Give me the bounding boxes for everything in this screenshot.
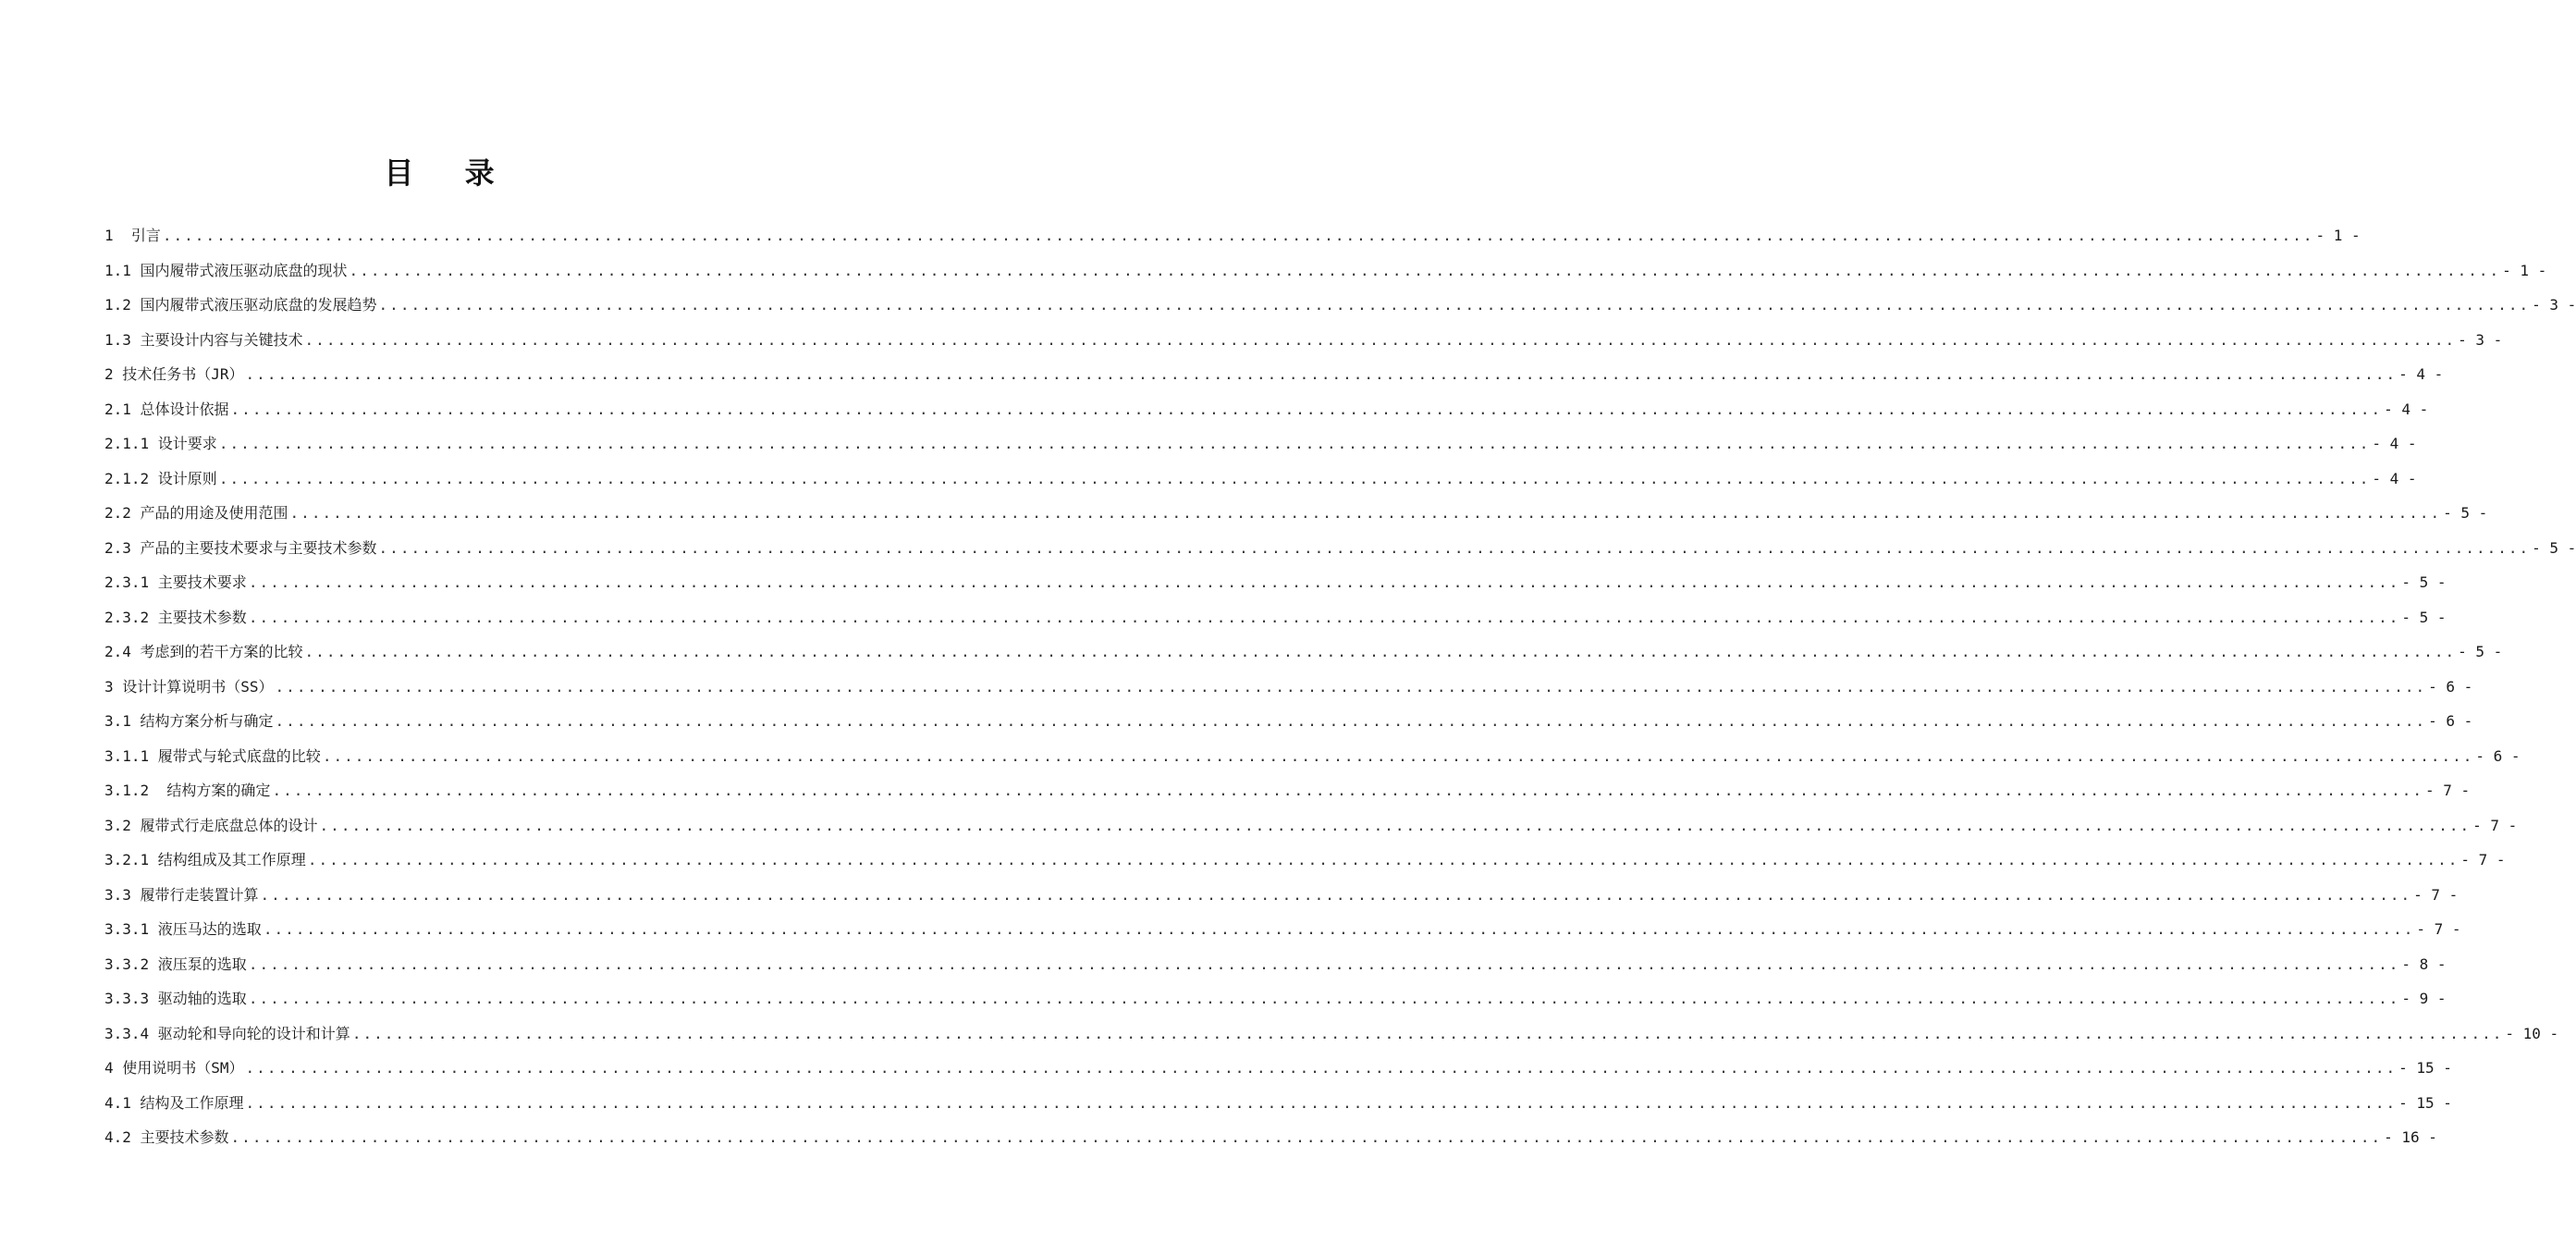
toc-dot-leader: ........................................................................................................................................................................................................: [263, 920, 2415, 938]
toc-dot-leader: ........................................................................................................................................................................................................: [275, 712, 2427, 730]
toc-entry[interactable]: [104, 326, 2503, 362]
toc-entry-page-number: - 5 -: [2401, 573, 2447, 591]
toc-entry-label: 1.3 主要设计内容与关键技术: [104, 330, 303, 349]
toc-entry-label: 1.2 国内履带式液压驱动底盘的发展趋势: [104, 296, 377, 314]
toc-entry-page-number: - 16 -: [2384, 1128, 2437, 1146]
toc-entry-label: 2.1.1 设计要求: [104, 435, 217, 452]
toc-entry[interactable]: [104, 604, 2447, 639]
toc-entry-page-number: - 4 -: [2372, 435, 2417, 452]
toc-entry[interactable]: [104, 985, 2447, 1020]
toc-dot-leader: ........................................................................................................................................................................................................: [349, 261, 2501, 279]
toc-dot-leader: ........................................................................................................................................................................................................: [260, 885, 2412, 904]
toc-dot-leader: ........................................................................................................................................................................................................: [218, 469, 2371, 487]
page-title: 目 录: [384, 155, 515, 191]
toc-entry-label: 3 设计计算说明书（SS）: [104, 677, 274, 696]
toc-entry-page-number: - 5 -: [2458, 643, 2503, 660]
toc-entry[interactable]: [104, 743, 2521, 778]
toc-entry-label: 4.1 结构及工作原理: [104, 1093, 244, 1112]
toc-dot-leader: ........................................................................................................................................................................................................: [289, 504, 2442, 522]
toc-entry[interactable]: [104, 951, 2447, 986]
toc-entry-page-number: - 7 -: [2413, 885, 2459, 904]
toc-entry[interactable]: [104, 1020, 2559, 1055]
toc-entry-label: 2.1.2 设计原则: [104, 469, 217, 487]
toc-dot-leader: ........................................................................................................................................................................................................: [248, 573, 2400, 591]
toc-entry[interactable]: [104, 465, 2417, 500]
toc-dot-leader: ........................................................................................................................................................................................................: [245, 1059, 2398, 1077]
toc-dot-leader: ........................................................................................................................................................................................................: [248, 608, 2400, 626]
toc-entry-page-number: - 15 -: [2398, 1093, 2452, 1112]
toc-entry-page-number: - 7 -: [2460, 851, 2506, 868]
toc-dot-leader: ........................................................................................................................................................................................................: [322, 746, 2474, 765]
toc-entry-label: 2.3.1 主要技术要求: [104, 573, 247, 591]
toc-entry-page-number: - 6 -: [2428, 712, 2473, 730]
toc-entry-label: 1 引言: [104, 227, 161, 244]
toc-entry-page-number: - 5 -: [2532, 538, 2576, 557]
toc-entry-page-number: - 4 -: [2372, 469, 2417, 487]
toc-dot-leader: ........................................................................................................................................................................................................: [272, 782, 2423, 799]
toc-entry-page-number: - 4 -: [2384, 400, 2429, 418]
toc-entry[interactable]: [104, 222, 2361, 257]
toc-entry[interactable]: [104, 881, 2459, 917]
toc-entry-label: 2.1 总体设计依据: [104, 400, 229, 418]
toc-dot-leader: ........................................................................................................................................................................................................: [248, 955, 2400, 973]
toc-entry-label: 3.3.2 液压泵的选取: [104, 955, 247, 973]
toc-entry-label: 2.4 考虑到的若干方案的比较: [104, 643, 303, 660]
toc-entry-page-number: - 1 -: [2502, 261, 2547, 279]
toc-dot-leader: ........................................................................................................................................................................................................: [245, 365, 2398, 383]
toc-dot-leader: ........................................................................................................................................................................................................: [319, 816, 2472, 834]
toc-entry-label: 2.2 产品的用途及使用范围: [104, 504, 288, 522]
toc-entry-label: 2.3.2 主要技术参数: [104, 608, 247, 626]
toc-entry-label: 3.1.1 履带式与轮式底盘的比较: [104, 746, 321, 765]
toc-entry-page-number: - 6 -: [2428, 677, 2473, 696]
toc-dot-leader: ........................................................................................................................................................................................................: [230, 400, 2383, 418]
toc-dot-leader: ........................................................................................................................................................................................................: [378, 296, 2531, 314]
toc-entry[interactable]: [104, 777, 2471, 812]
toc-entry-page-number: - 15 -: [2398, 1059, 2452, 1077]
toc-entry[interactable]: [104, 812, 2518, 847]
toc-entry[interactable]: [104, 1124, 2437, 1159]
toc-entry[interactable]: [104, 708, 2473, 743]
toc-entry[interactable]: [104, 535, 2576, 570]
toc-entry-page-number: - 10 -: [2505, 1024, 2559, 1042]
toc-entry-label: 3.2.1 结构组成及其工作原理: [104, 851, 306, 868]
toc-entry-page-number: - 4 -: [2398, 365, 2444, 383]
toc-dot-leader: ........................................................................................................................................................................................................: [304, 643, 2457, 660]
toc-entry-label: 4.2 主要技术参数: [104, 1128, 229, 1146]
toc-entry-label: 3.3.4 驱动轮和导向轮的设计和计算: [104, 1024, 350, 1042]
toc-dot-leader: ........................................................................................................................................................................................................: [248, 990, 2400, 1007]
toc-entry-page-number: - 7 -: [2425, 782, 2471, 799]
toc-entry-label: 4 使用说明书（SM）: [104, 1059, 244, 1077]
toc-entry-label: 3.1.2 结构方案的确定: [104, 782, 271, 799]
toc-entry-label: 3.2 履带式行走底盘总体的设计: [104, 816, 318, 834]
toc-entry-label: 3.1 结构方案分析与确定: [104, 712, 274, 730]
toc-entry-label: 3.3 履带行走装置计算: [104, 885, 259, 904]
toc-entry-label: 2.3 产品的主要技术要求与主要技术参数: [104, 538, 377, 557]
toc-entry-label: 3.3.3 驱动轴的选取: [104, 990, 247, 1007]
toc-dot-leader: ........................................................................................................................................................................................................: [304, 330, 2457, 349]
toc-entry[interactable]: [104, 396, 2429, 431]
toc-entry-page-number: - 3 -: [2532, 296, 2576, 314]
toc-entry[interactable]: [104, 1090, 2452, 1125]
toc-entry[interactable]: [104, 569, 2447, 604]
toc-entry-page-number: - 3 -: [2458, 330, 2503, 349]
toc-entry[interactable]: [104, 673, 2473, 708]
toc-entry-page-number: - 7 -: [2472, 816, 2518, 834]
toc-entry[interactable]: [104, 291, 2576, 326]
toc-entry-page-number: - 6 -: [2475, 746, 2521, 765]
toc-entry-label: 3.3.1 液压马达的选取: [104, 920, 262, 938]
toc-entry[interactable]: [104, 257, 2547, 292]
toc-entry-label: 2 技术任务书（JR）: [104, 365, 244, 383]
toc-dot-leader: ........................................................................................................................................................................................................: [218, 435, 2371, 452]
table-of-contents: [104, 222, 2576, 1159]
toc-entry-page-number: - 9 -: [2401, 990, 2447, 1007]
toc-entry-label: 1.1 国内履带式液压驱动底盘的现状: [104, 261, 348, 279]
toc-entry[interactable]: [104, 430, 2417, 465]
toc-entry-page-number: - 5 -: [2401, 608, 2447, 626]
toc-dot-leader: ........................................................................................................................................................................................................: [162, 227, 2314, 244]
toc-entry[interactable]: [104, 361, 2444, 396]
toc-dot-leader: ........................................................................................................................................................................................................: [351, 1024, 2504, 1042]
toc-dot-leader: ........................................................................................................................................................................................................: [245, 1093, 2398, 1112]
toc-entry[interactable]: [104, 916, 2461, 951]
toc-dot-leader: ........................................................................................................................................................................................................: [378, 538, 2531, 557]
toc-entry-page-number: - 7 -: [2416, 920, 2461, 938]
toc-entry[interactable]: [104, 638, 2503, 673]
toc-entry[interactable]: [104, 846, 2506, 881]
toc-entry-page-number: - 5 -: [2443, 504, 2488, 522]
toc-entry[interactable]: [104, 1054, 2452, 1090]
toc-entry[interactable]: [104, 499, 2488, 535]
toc-dot-leader: ........................................................................................................................................................................................................: [230, 1128, 2383, 1146]
toc-dot-leader: ........................................................................................................................................................................................................: [307, 851, 2459, 868]
toc-dot-leader: ........................................................................................................................................................................................................: [275, 677, 2427, 696]
toc-entry-page-number: - 8 -: [2401, 955, 2447, 973]
toc-entry-page-number: - 1 -: [2315, 227, 2361, 244]
